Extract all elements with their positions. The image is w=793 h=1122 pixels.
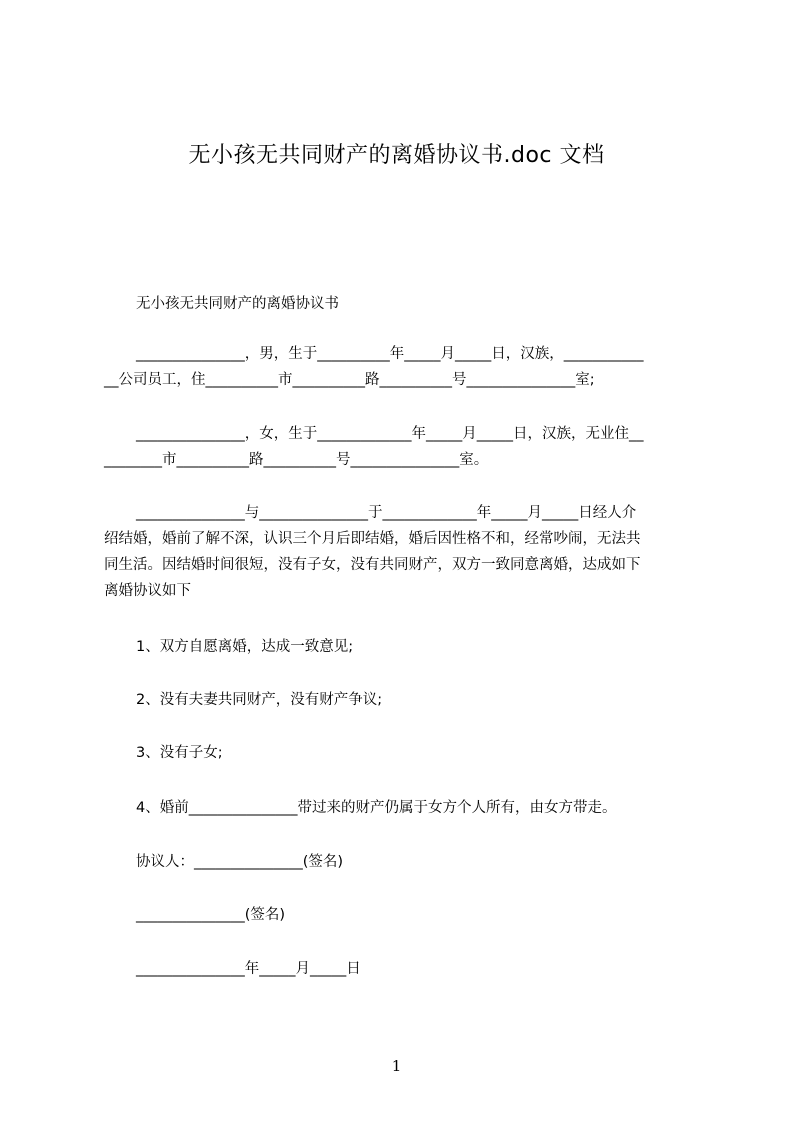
- signature-date: [104, 956, 702, 982]
- agreement-item: [104, 634, 702, 660]
- signature-date-text: _______________年_____月_____日: [136, 961, 361, 977]
- paragraph-line: ________市__________路__________号_______________室。: [104, 452, 489, 468]
- agreement-item-text: 2、没有夫妻共同财产，没有财产争议;: [136, 692, 383, 708]
- agreement-item: [104, 740, 702, 766]
- paragraph-line: _______________，女，生于_____________年_____月_____日，汉族，无业住__: [136, 426, 644, 442]
- paragraph-marriage-intro: [104, 500, 702, 604]
- signature-line: [104, 902, 702, 928]
- signature-line: [104, 849, 702, 875]
- agreement-heading-text: 无小孩无共同财产的离婚协议书: [136, 296, 339, 312]
- paragraph-man-info: [104, 341, 702, 393]
- paragraph-line: _______________，男，生于__________年_____月_____日，汉族，___________: [136, 346, 644, 362]
- page-number: 1: [391, 1057, 402, 1075]
- paragraph-line: 绍结婚，婚前了解不深，认识三个月后即结婚，婚后因性格不和，经常吵闹，无法共: [104, 531, 641, 547]
- agreement-heading: [104, 291, 702, 317]
- paragraph-line: __公司员工，住__________市__________路__________号_______________室;: [104, 372, 595, 388]
- agreement-item-text: 1、双方自愿离婚，达成一致意见;: [136, 639, 354, 655]
- paragraph-line: _______________与_______________于_____________年_____月_____日经人介: [136, 505, 637, 521]
- document-title: 无小孩无共同财产的离婚协议书.doc 文档: [188, 143, 605, 168]
- paragraph-woman-info: [104, 421, 702, 473]
- agreement-item-text: 4、婚前_______________带过来的财产仍属于女方个人所有，由女方带走。: [136, 800, 617, 816]
- signature-text: _______________(签名): [136, 907, 286, 923]
- paragraph-line: 离婚协议如下: [104, 583, 191, 599]
- agreement-item: [104, 795, 702, 821]
- signature-text: 协议人：_______________(签名): [136, 854, 344, 870]
- paragraph-line: 同生活。因结婚时间很短，没有子女，没有共同财产，双方一致同意离婚，达成如下: [104, 557, 641, 573]
- agreement-item: [104, 687, 702, 713]
- agreement-item-text: 3、没有子女;: [136, 745, 223, 761]
